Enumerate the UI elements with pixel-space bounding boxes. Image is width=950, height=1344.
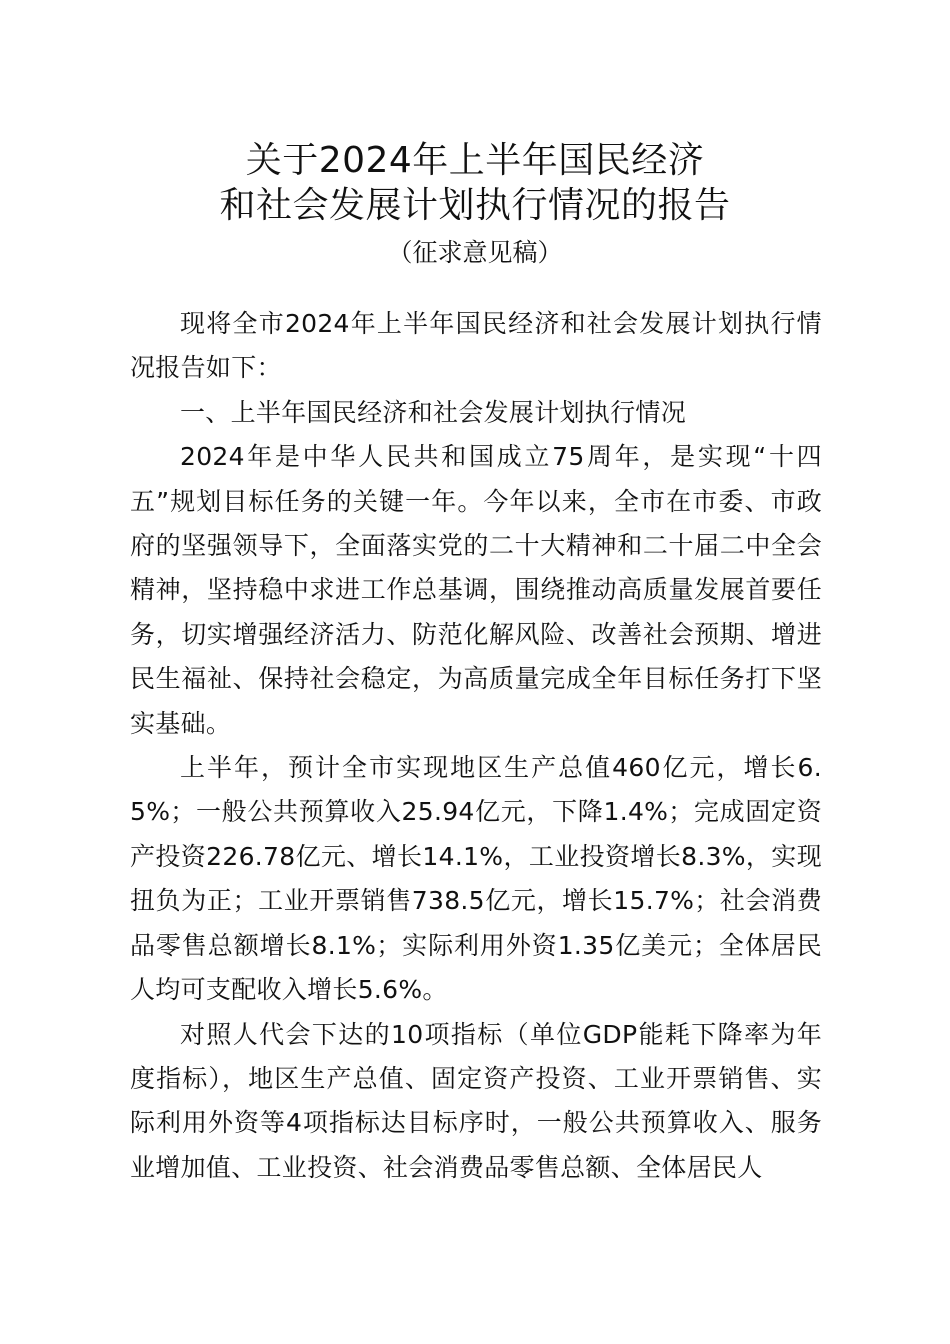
title-block <box>130 138 820 270</box>
document-body <box>130 302 822 1190</box>
document-title-line-2: 和社会发展计划执行情况的报告 <box>219 185 731 226</box>
paragraph-targets: 对照人代会下达的10项指标（单位GDP能耗下降率为年度指标），地区生产总值、固定资产投资、工业开票销售、实际利用外资等4项指标达目标序时，一般公共预算收入、服务业增加值、工业投资、社会消费品零售总额、全体居民人 <box>130 1019 822 1182</box>
document-title-line-1: 关于2024年上半年国民经济 <box>245 140 705 181</box>
paragraph-intro: 现将全市2024年上半年国民经济和社会发展计划执行情况报告如下： <box>130 309 822 383</box>
paragraph-indicators: 上半年，预计全市实现地区生产总值460亿元，增长6.5%；一般公共预算收入25.94亿元，下降1.4%；完成固定资产投资226.78亿元、增长14.1%，工业投资增长8.3%，实现扭负为正；工业开票销售738.5亿元，增长15.7%；社会消费品零售总额增长8.1%；实际利用外资1.35亿美元；全体居民人均可支配收入增长5.6%。 <box>130 753 822 1005</box>
paragraph-overview: 2024年是中华人民共和国成立75周年，是实现“十四五”规划目标任务的关键一年。今年以来，全市在市委、市政府的坚强领导下，全面落实党的二十大精神和二十届二中全会精神，坚持稳中求进工作总基调，围绕推动高质量发展首要任务，切实增强经济活力、防范化解风险、改善社会预期、增进民生福祉、保持社会稳定，为高质量完成全年目标任务打下坚实基础。 <box>130 442 822 738</box>
section-heading: 一、上半年国民经济和社会发展计划执行情况 <box>180 397 687 427</box>
document-subtitle: （征求意见稿） <box>387 238 563 267</box>
